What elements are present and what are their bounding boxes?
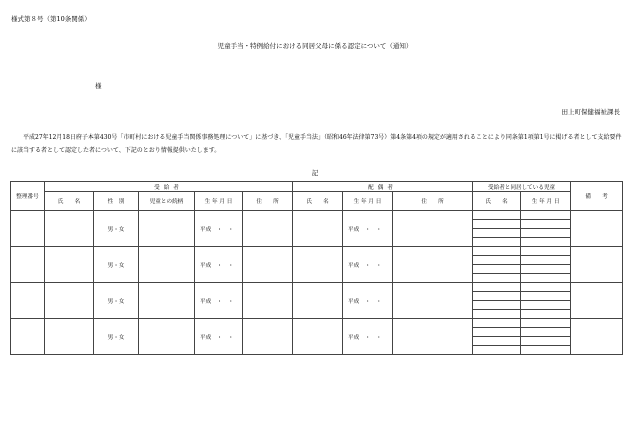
header-jukyusha-shimei: 氏 名 [45,192,94,211]
cell-jido-seinengappi[interactable] [521,220,571,229]
cell-jukyusha-jusho[interactable] [243,319,293,355]
body-text: 平成27年12月18日府子本第430号「市町村における児童手当関係事務処理について」に基づき、「児童手当法」（昭和46年法律第73号）第4条第4項の規定が適用されることにより同条第1項第1号に掲げる者として支給要件に該当する者として認定した者について、下記のとおり情報提供いたします。 [11,134,622,154]
cell-jido-shimei[interactable] [473,238,521,247]
cell-seiri-bango[interactable] [11,211,45,247]
sender-name: 田上町保健福祉課長 [561,108,620,116]
cell-jido-seinengappi[interactable] [521,292,571,301]
header-haigusha-jusho: 住 所 [393,192,473,211]
addressee-suffix: 様 [95,82,102,90]
cell-jido-seinengappi[interactable] [521,328,571,337]
cell-jukyusha-shimei[interactable] [45,319,94,355]
body-paragraph [11,131,623,157]
cell-kankei[interactable] [139,211,195,247]
cell-jido-shimei[interactable] [473,256,521,265]
cell-birth[interactable]: 平成 ・ ・ [195,247,243,283]
cell-jido-seinengappi[interactable] [521,238,571,247]
cell-jido-seinengappi[interactable] [521,247,571,256]
cell-birth[interactable]: 平成 ・ ・ [195,319,243,355]
cell-biko[interactable] [571,247,623,283]
cell-haigusha-jusho[interactable] [393,319,473,355]
cell-biko[interactable] [571,211,623,247]
cell-gender[interactable]: 男・女 [94,283,139,319]
cell-jido-seinengappi[interactable] [521,256,571,265]
cell-haigusha-shimei[interactable] [293,283,343,319]
cell-jido-shimei[interactable] [473,319,521,328]
cell-jido-seinengappi[interactable] [521,319,571,328]
cell-jukyusha-shimei[interactable] [45,211,94,247]
cell-jido-shimei[interactable] [473,310,521,319]
cell-gender[interactable]: 男・女 [94,211,139,247]
table-row [11,283,623,292]
cell-jido-seinengappi[interactable] [521,301,571,310]
cell-jido-shimei[interactable] [473,337,521,346]
header-jido-shimei: 氏 名 [473,192,521,211]
cell-haigusha-shimei[interactable] [293,211,343,247]
cell-kankei[interactable] [139,283,195,319]
cell-seiri-bango[interactable] [11,283,45,319]
header-haigusha-seinengappi: 生 年 月 日 [343,192,393,211]
cell-jido-shimei[interactable] [473,292,521,301]
cell-haigusha-jusho[interactable] [393,247,473,283]
form-number: 様式第８号（第10条関係） [11,15,91,23]
cell-seiri-bango[interactable] [11,319,45,355]
cell-spouse-birth[interactable]: 平成 ・ ・ [343,247,393,283]
cell-spouse-birth[interactable]: 平成 ・ ・ [343,283,393,319]
cell-jido-seinengappi[interactable] [521,229,571,238]
cell-jukyusha-jusho[interactable] [243,283,293,319]
header-seiri-bango: 整理番号 [11,182,45,211]
cell-jukyusha-shimei[interactable] [45,247,94,283]
cell-jido-seinengappi[interactable] [521,274,571,283]
cell-jido-shimei[interactable] [473,274,521,283]
cell-biko[interactable] [571,319,623,355]
cell-jido-shimei[interactable] [473,229,521,238]
table-row [11,211,623,220]
cell-biko[interactable] [571,283,623,319]
cell-jido-shimei[interactable] [473,301,521,310]
cell-jido-seinengappi[interactable] [521,337,571,346]
cell-haigusha-shimei[interactable] [293,319,343,355]
cell-jukyusha-jusho[interactable] [243,247,293,283]
cell-jido-shimei[interactable] [473,346,521,355]
cell-kankei[interactable] [139,319,195,355]
ki-heading: 記 [311,169,319,177]
cell-spouse-birth[interactable]: 平成 ・ ・ [343,319,393,355]
cell-seiri-bango[interactable] [11,247,45,283]
cell-jido-seinengappi[interactable] [521,211,571,220]
cell-jido-shimei[interactable] [473,283,521,292]
header-jido: 受給者と同居している児童 [473,182,571,192]
cell-jido-shimei[interactable] [473,265,521,274]
header-jukyusha-jusho: 住 所 [243,192,293,211]
cell-jukyusha-jusho[interactable] [243,211,293,247]
table-row [11,319,623,328]
cell-jido-seinengappi[interactable] [521,346,571,355]
cell-jido-seinengappi[interactable] [521,283,571,292]
cell-birth[interactable]: 平成 ・ ・ [195,283,243,319]
header-jido-seinengappi: 生 年 月 日 [521,192,571,211]
header-haigusha: 配偶者 [293,182,473,192]
cell-gender[interactable]: 男・女 [94,247,139,283]
cell-jukyusha-shimei[interactable] [45,283,94,319]
cell-jido-seinengappi[interactable] [521,310,571,319]
cell-jido-shimei[interactable] [473,247,521,256]
header-jukyusha-seibetsu: 性 別 [94,192,139,211]
header-jukyusha-kankei: 児童との続柄 [139,192,195,211]
cell-kankei[interactable] [139,247,195,283]
cell-haigusha-jusho[interactable] [393,283,473,319]
header-jukyusha-seinengappi: 生 年 月 日 [195,192,243,211]
header-haigusha-shimei: 氏 名 [293,192,343,211]
cell-haigusha-jusho[interactable] [393,211,473,247]
header-biko: 備 考 [571,182,623,211]
cell-jido-shimei[interactable] [473,211,521,220]
cell-jido-shimei[interactable] [473,220,521,229]
cell-jido-seinengappi[interactable] [521,265,571,274]
table-row [11,247,623,256]
header-jukyusha: 受給者 [45,182,293,192]
document-title: 児童手当・特例給付における同居父母に係る認定について（通知） [217,42,413,50]
cell-spouse-birth[interactable]: 平成 ・ ・ [343,211,393,247]
cell-birth[interactable]: 平成 ・ ・ [195,211,243,247]
cell-haigusha-shimei[interactable] [293,247,343,283]
cell-gender[interactable]: 男・女 [94,319,139,355]
cell-jido-shimei[interactable] [473,328,521,337]
records-table [10,181,623,355]
